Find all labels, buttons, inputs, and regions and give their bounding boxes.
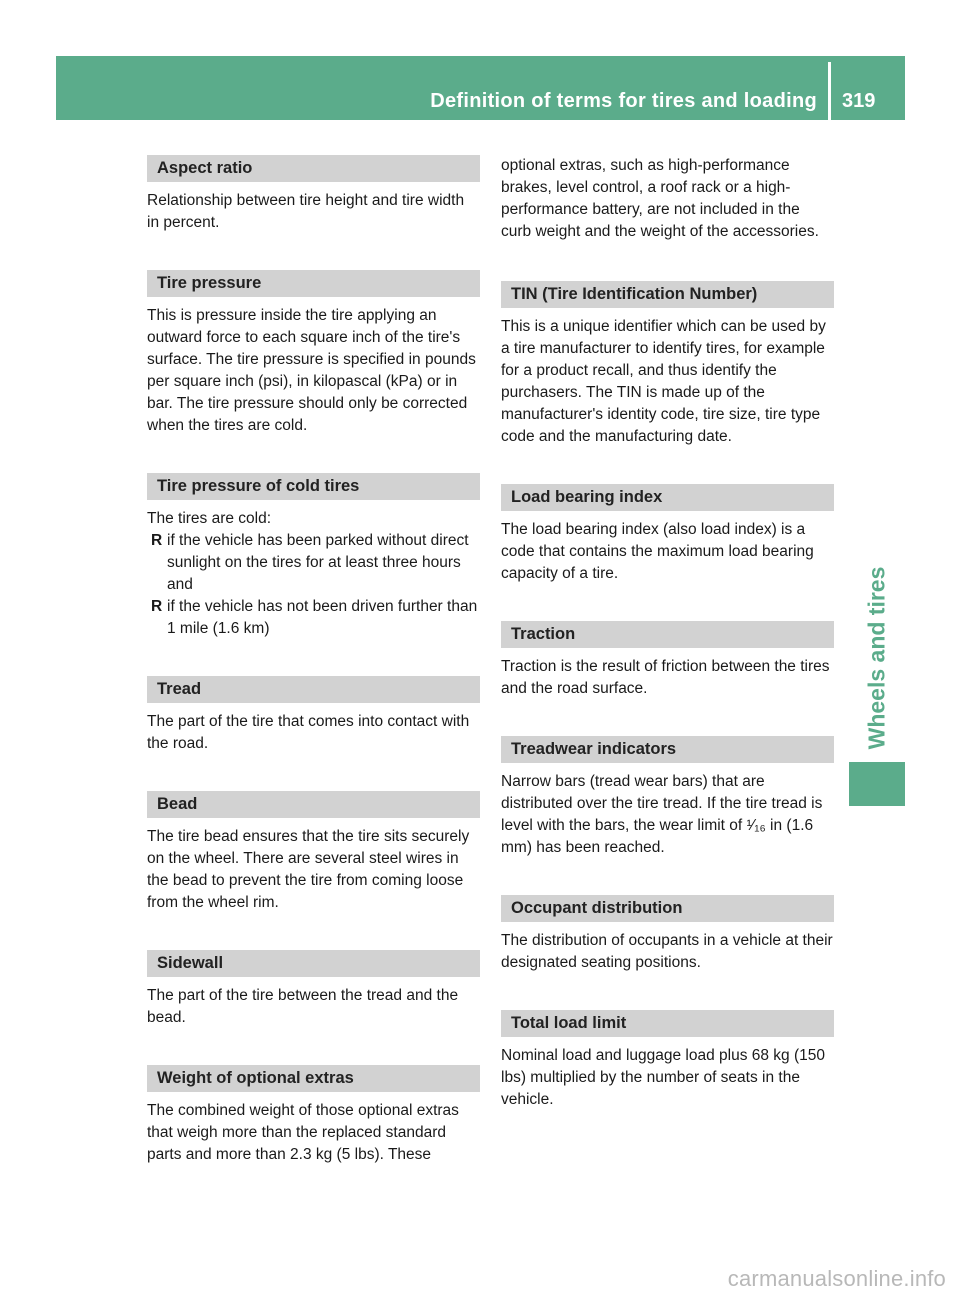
definition-section	[147, 950, 480, 1029]
section-heading: Treadwear indicators	[501, 736, 834, 763]
bullet-icon: R	[151, 598, 163, 615]
bullet-text: if the vehicle has been parked without direct sunlight on the tires for at least three hours and	[167, 532, 469, 593]
section-body-text: This is pressure inside the tire applying an outward force to each square inch of the tire's surface. The tire pressure is specified in pounds per square inch (psi), in kilopascal (kPa) or in bar. The tire pressure should only be corrected when the tires are cold.	[147, 307, 476, 434]
watermark-text: carmanualsonline.info	[727, 1266, 946, 1291]
definition-section	[147, 1065, 480, 1166]
definition-section	[147, 473, 480, 640]
section-body-text: The distribution of occupants in a vehicle at their designated seating positions.	[501, 932, 833, 971]
definition-section	[501, 621, 834, 700]
section-body-text: The combined weight of those optional extras that weigh more than the replaced standard parts and more than 2.3 kg (5 lbs). These	[147, 1102, 459, 1163]
section-body-text: The tire bead ensures that the tire sits securely on the wheel. There are several steel wires in the bead to prevent the tire from coming loose from the wheel rim.	[147, 828, 470, 911]
section-body-text: The part of the tire between the tread and the bead.	[147, 987, 459, 1026]
definition-section	[501, 484, 834, 585]
definition-section	[501, 736, 834, 859]
page-header-title: Definition of terms for tires and loading	[430, 90, 817, 112]
section-body-text: The load bearing index (also load index) is a code that contains the maximum load bearing capacity of a tire.	[501, 521, 814, 582]
definition-section	[501, 1010, 834, 1111]
right-column	[501, 155, 834, 1147]
page-number: 319	[842, 90, 876, 112]
section-body-text: Narrow bars (tread wear bars) that are distributed over the tire tread. If the tire tread is level with the bars, the wear limit of ¹⁄₁₆ in (1.6 mm) has been reached.	[501, 773, 823, 856]
chapter-tab-marker	[849, 762, 905, 806]
section-heading: Load bearing index	[501, 484, 834, 511]
left-column	[147, 155, 480, 1202]
bullet-item	[147, 596, 480, 640]
definition-section	[501, 281, 834, 448]
page-header-bar	[56, 56, 905, 120]
definition-section	[147, 676, 480, 755]
section-body-text: Nominal load and luggage load plus 68 kg (150 lbs) multiplied by the number of seats in the vehicle.	[501, 1047, 826, 1108]
bullet-item	[147, 530, 480, 596]
section-body-text: Traction is the result of friction between the tires and the road surface.	[501, 658, 830, 697]
section-heading: Traction	[501, 621, 834, 648]
section-heading: Tire pressure of cold tires	[147, 473, 480, 500]
bullet-list	[147, 530, 480, 640]
section-heading: Tire pressure	[147, 270, 480, 297]
section-heading: Total load limit	[501, 1010, 834, 1037]
definition-section	[501, 155, 834, 243]
section-heading: Aspect ratio	[147, 155, 480, 182]
definition-section	[147, 155, 480, 234]
section-body-text: The tires are cold:	[147, 510, 272, 527]
definition-section	[147, 791, 480, 914]
bullet-icon: R	[151, 532, 163, 549]
header-divider	[828, 62, 831, 120]
chapter-side-label: Wheels and tires	[863, 566, 890, 750]
section-heading: Tread	[147, 676, 480, 703]
section-heading: Sidewall	[147, 950, 480, 977]
bullet-text: if the vehicle has not been driven further than 1 mile (1.6 km)	[167, 598, 478, 637]
definition-section	[501, 895, 834, 974]
section-body-text: optional extras, such as high-performance brakes, level control, a roof rack or a high-performance battery, are not included in the curb weight and the weight of the accessories.	[501, 157, 819, 240]
section-heading: Bead	[147, 791, 480, 818]
section-heading: Weight of optional extras	[147, 1065, 480, 1092]
section-heading: TIN (Tire Identification Number)	[501, 281, 834, 308]
definition-section	[147, 270, 480, 437]
section-body-text: This is a unique identifier which can be used by a tire manufacturer to identify tires, for example for a product recall, and thus identify the purchasers. The TIN is made up of the manufacturer's identity code, tire size, tire type code and the manufacturing date.	[501, 318, 826, 445]
section-body-text: The part of the tire that comes into contact with the road.	[147, 713, 470, 752]
section-body-text: Relationship between tire height and tire width in percent.	[147, 192, 465, 231]
section-heading: Occupant distribution	[501, 895, 834, 922]
